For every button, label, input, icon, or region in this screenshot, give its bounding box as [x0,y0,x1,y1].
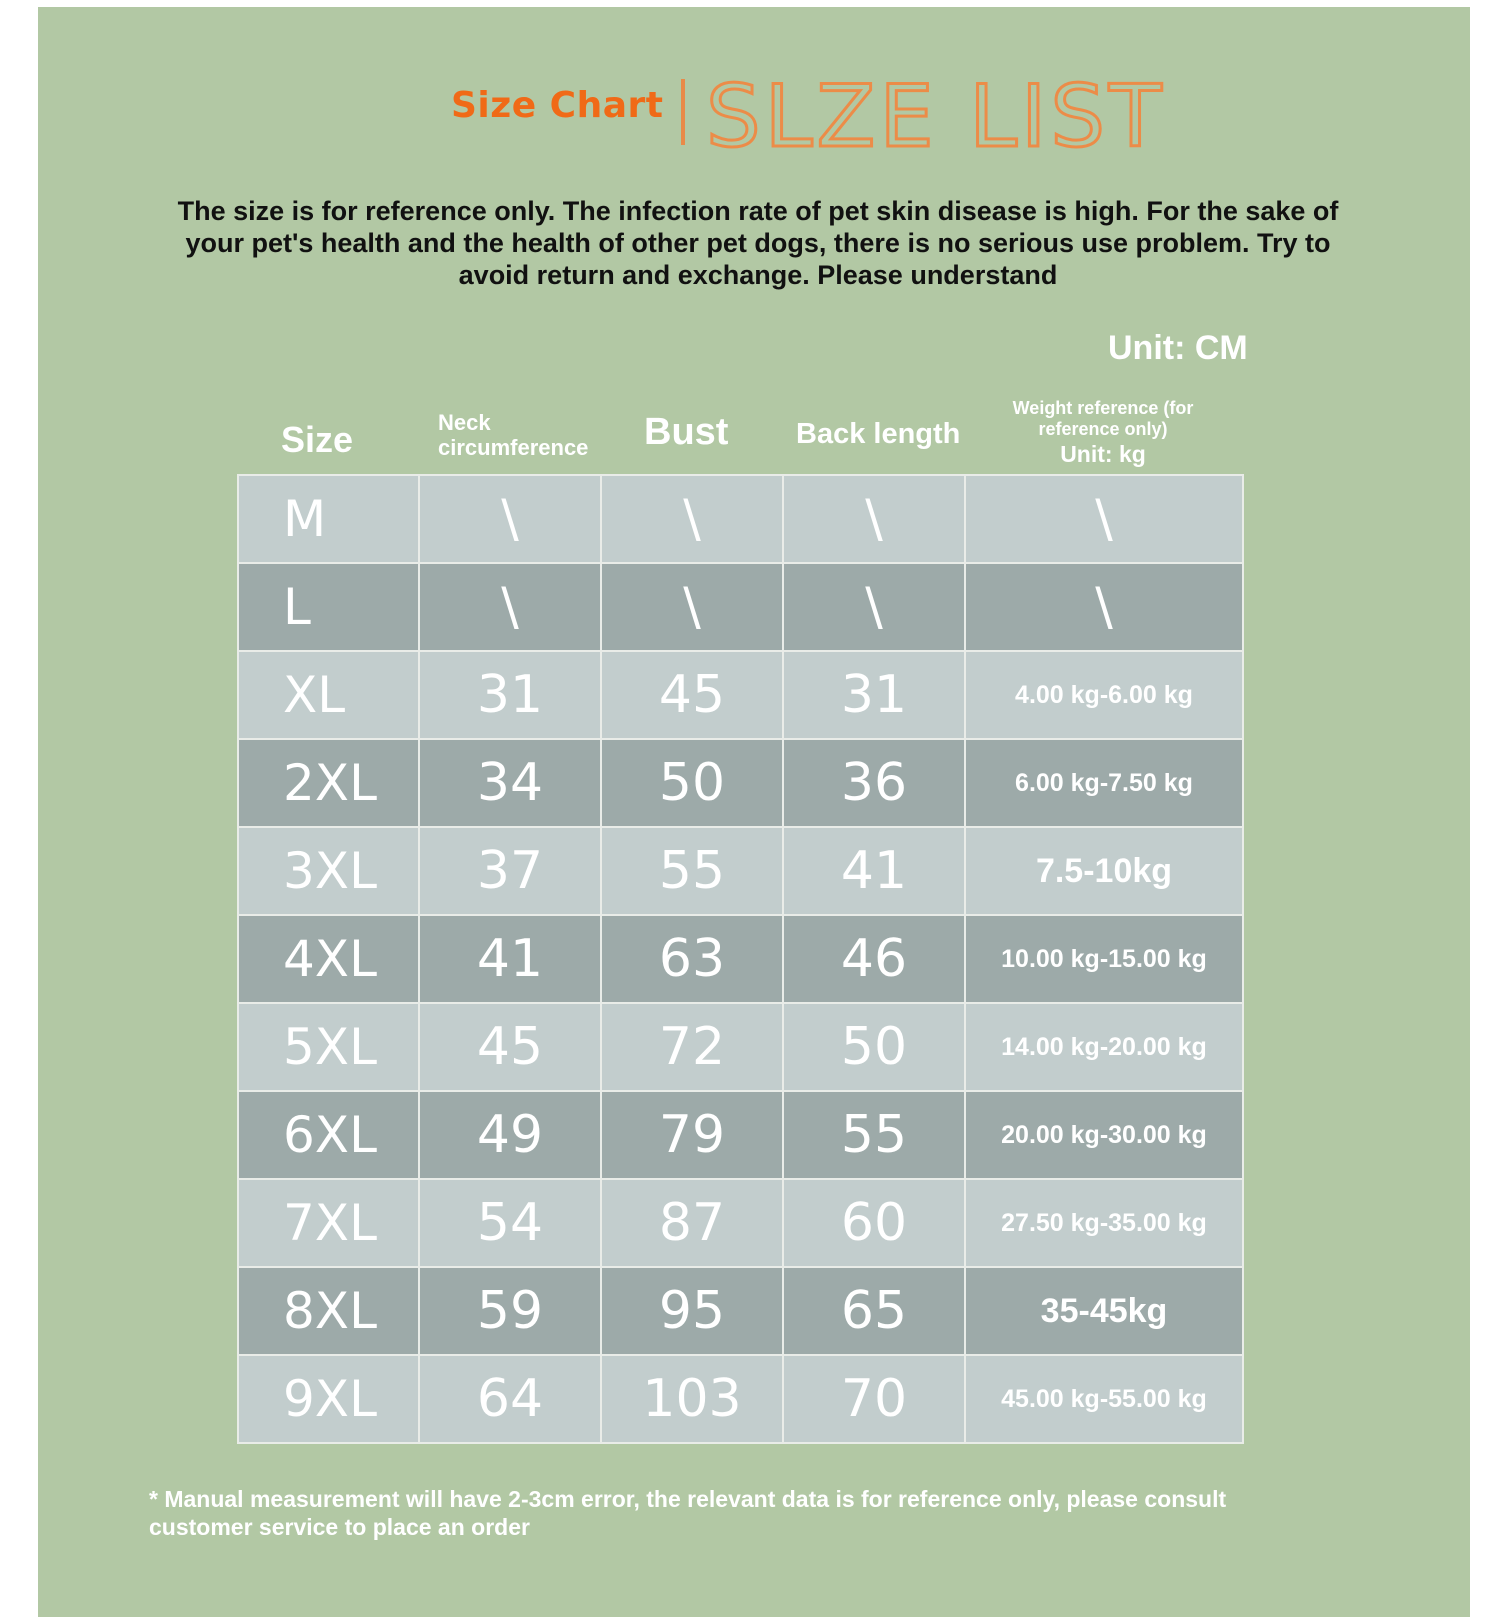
column-header-back-length: Back length [796,418,961,450]
cell-size: L [238,563,419,651]
table-row [238,651,1243,739]
table-row [238,1267,1243,1355]
table-row [238,1003,1243,1091]
cell-neck: 37 [419,827,601,915]
size-list-heading: SLZE LIST [706,67,1166,167]
cell-size: 3XL [238,827,419,915]
cell-back-length: 36 [783,739,965,827]
cell-neck: 54 [419,1179,601,1267]
weight-unit-label: Unit: kg [1060,441,1146,467]
cell-neck: 45 [419,1003,601,1091]
unit-label: Unit: CM [1108,329,1248,367]
cell-weight: \ [965,563,1243,651]
cell-size: 7XL [238,1179,419,1267]
table-row [238,1355,1243,1443]
cell-weight: 20.00 kg-30.00 kg [965,1091,1243,1179]
cell-weight: 7.5-10kg [965,827,1243,915]
size-chart-title: Size Chart [451,85,664,126]
cell-back-length: 31 [783,651,965,739]
cell-back-length: 70 [783,1355,965,1443]
cell-back-length: 65 [783,1267,965,1355]
weight-header-label: Weight reference (for reference only) [1012,398,1194,439]
table-row [238,475,1243,563]
table-row [238,827,1243,915]
cell-neck: 41 [419,915,601,1003]
cell-neck: 59 [419,1267,601,1355]
cell-neck: 34 [419,739,601,827]
cell-bust: 103 [601,1355,783,1443]
cell-back-length: \ [783,475,965,563]
table-row [238,739,1243,827]
cell-bust: 95 [601,1267,783,1355]
column-header-weight [998,398,1208,465]
cell-bust: \ [601,563,783,651]
cell-weight: \ [965,475,1243,563]
cell-neck: 64 [419,1355,601,1443]
cell-bust: 45 [601,651,783,739]
cell-neck: \ [419,563,601,651]
cell-bust: 63 [601,915,783,1003]
size-chart-panel [38,7,1470,1617]
cell-size: 9XL [238,1355,419,1443]
cell-size: 5XL [238,1003,419,1091]
size-table [237,474,1244,1444]
cell-weight: 14.00 kg-20.00 kg [965,1003,1243,1091]
cell-weight: 4.00 kg-6.00 kg [965,651,1243,739]
cell-back-length: 60 [783,1179,965,1267]
table-row [238,915,1243,1003]
cell-back-length: 41 [783,827,965,915]
cell-bust: \ [601,475,783,563]
title-divider [681,79,685,145]
cell-weight: 35-45kg [965,1267,1243,1355]
cell-bust: 50 [601,739,783,827]
cell-size: M [238,475,419,563]
cell-weight: 45.00 kg-55.00 kg [965,1355,1243,1443]
column-header-size: Size [281,419,354,460]
column-header-neck: Neck circumference [438,410,589,460]
cell-size: XL [238,651,419,739]
cell-back-length: \ [783,563,965,651]
measurement-footnote: * Manual measurement will have 2-3cm error, the relevant data is for reference only, please consult customer service to place an order [149,1486,1227,1540]
cell-neck: 31 [419,651,601,739]
cell-size: 6XL [238,1091,419,1179]
reference-notice: The size is for reference only. The infection rate of pet skin disease is high. For the sake of your pet's health and the health of other pet dogs, there is no serious use problem. Try to avoid return and exchange. Please understand [177,196,1339,290]
cell-back-length: 46 [783,915,965,1003]
cell-bust: 79 [601,1091,783,1179]
cell-back-length: 55 [783,1091,965,1179]
cell-size: 2XL [238,739,419,827]
table-row [238,1179,1243,1267]
cell-back-length: 50 [783,1003,965,1091]
cell-size: 4XL [238,915,419,1003]
cell-weight: 10.00 kg-15.00 kg [965,915,1243,1003]
cell-size: 8XL [238,1267,419,1355]
table-row [238,1091,1243,1179]
cell-bust: 72 [601,1003,783,1091]
cell-bust: 55 [601,827,783,915]
size-table-body [238,475,1243,1443]
cell-bust: 87 [601,1179,783,1267]
cell-neck: \ [419,475,601,563]
cell-neck: 49 [419,1091,601,1179]
table-row [238,563,1243,651]
column-header-bust: Bust [644,411,729,453]
cell-weight: 6.00 kg-7.50 kg [965,739,1243,827]
title-row [38,67,1470,167]
cell-weight: 27.50 kg-35.00 kg [965,1179,1243,1267]
